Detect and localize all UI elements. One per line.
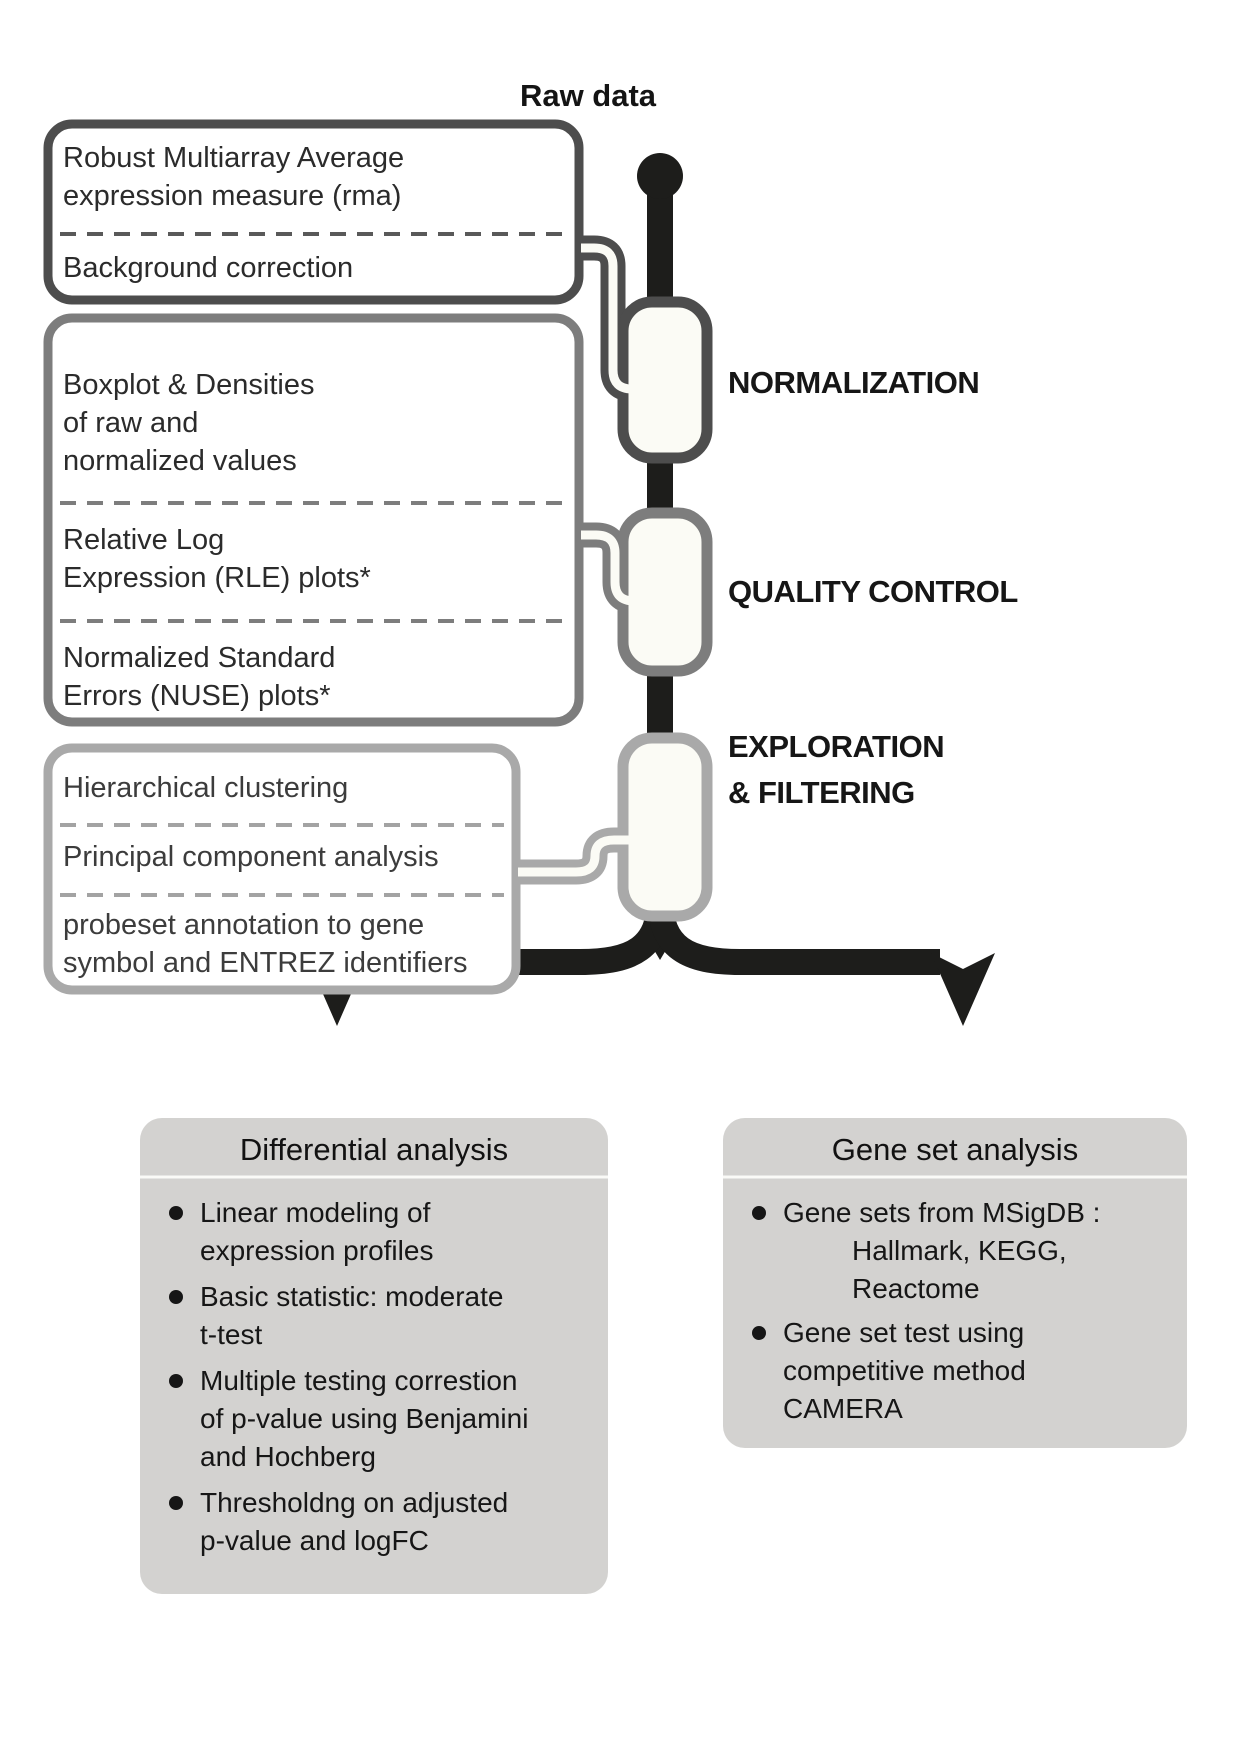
bullet-dot: [752, 1206, 766, 1220]
bullet-dot: [169, 1374, 183, 1388]
card-title: Gene set analysis: [831, 1132, 1079, 1167]
raw-data-node-dot: [637, 153, 683, 199]
box-step-text: expression measure (rma): [63, 180, 402, 212]
bullet-dot: [169, 1290, 183, 1304]
bullet-line: and Hochberg: [200, 1441, 376, 1472]
stage-label-quality-control: QUALITY CONTROL: [728, 574, 1018, 609]
bullet-line: Thresholdng on adjusted: [200, 1487, 509, 1518]
differential-analysis-card: [140, 1118, 608, 1594]
bullet-line: expression profiles: [200, 1235, 434, 1266]
box-step-text: Background correction: [63, 252, 354, 284]
box-step-text: probeset annotation to gene: [63, 909, 425, 941]
bullet-line: of p-value using Benjamini: [200, 1403, 529, 1434]
box-step-text: Boxplot & Densities: [63, 369, 315, 401]
box-step-text: Normalized Standard: [63, 642, 336, 674]
box-step-text: Robust Multiarray Average: [63, 142, 405, 174]
bullet-line: Linear modeling of: [200, 1197, 431, 1228]
bullet-line: Gene set test using: [783, 1317, 1025, 1348]
box-step-text: normalized values: [63, 445, 297, 477]
right-arrowhead-icon: [931, 953, 995, 1026]
card-background: [140, 1118, 608, 1594]
normalization-node: [623, 302, 707, 458]
bullet-line: CAMERA: [783, 1393, 903, 1424]
box-step-text: symbol and ENTREZ identifiers: [63, 947, 468, 979]
bullet-line: t-test: [200, 1319, 263, 1350]
stage-label-normalization: NORMALIZATION: [728, 365, 980, 400]
qc-node: [623, 513, 707, 671]
exploration-node: [623, 738, 707, 916]
box-step-text: Relative Log: [63, 524, 225, 556]
stage-label-exploration-line2: & FILTERING: [728, 775, 915, 810]
gene-set-analysis-card: [723, 1118, 1187, 1448]
bullet-line: competitive method: [783, 1355, 1026, 1386]
normalization-steps-box: [48, 124, 579, 300]
exploration-steps-box: [48, 748, 516, 990]
raw-data-label: Raw data: [519, 78, 657, 113]
bullet-line: Basic statistic: moderate: [200, 1281, 504, 1312]
bullet-line: Reactome: [852, 1273, 980, 1304]
box-step-text: Errors (NUSE) plots*: [63, 680, 331, 712]
box-step-text: Expression (RLE) plots*: [63, 562, 371, 594]
box-step-text: of raw and: [63, 407, 199, 439]
stage-label-exploration-line1: EXPLORATION: [728, 729, 945, 764]
bullet-dot: [169, 1496, 183, 1510]
bullet-dot: [169, 1206, 183, 1220]
bullet-line: Hallmark, KEGG,: [852, 1235, 1067, 1266]
box-step-text: Hierarchical clustering: [63, 772, 349, 804]
box-step-text: Principal component analysis: [63, 841, 439, 873]
bullet-line: Gene sets from MSigDB :: [783, 1197, 1101, 1228]
card-title: Differential analysis: [239, 1132, 509, 1167]
bullet-line: p-value and logFC: [200, 1525, 429, 1556]
bullet-line: Multiple testing correstion: [200, 1365, 518, 1396]
qc-steps-box: [48, 318, 579, 722]
bullet-dot: [752, 1326, 766, 1340]
